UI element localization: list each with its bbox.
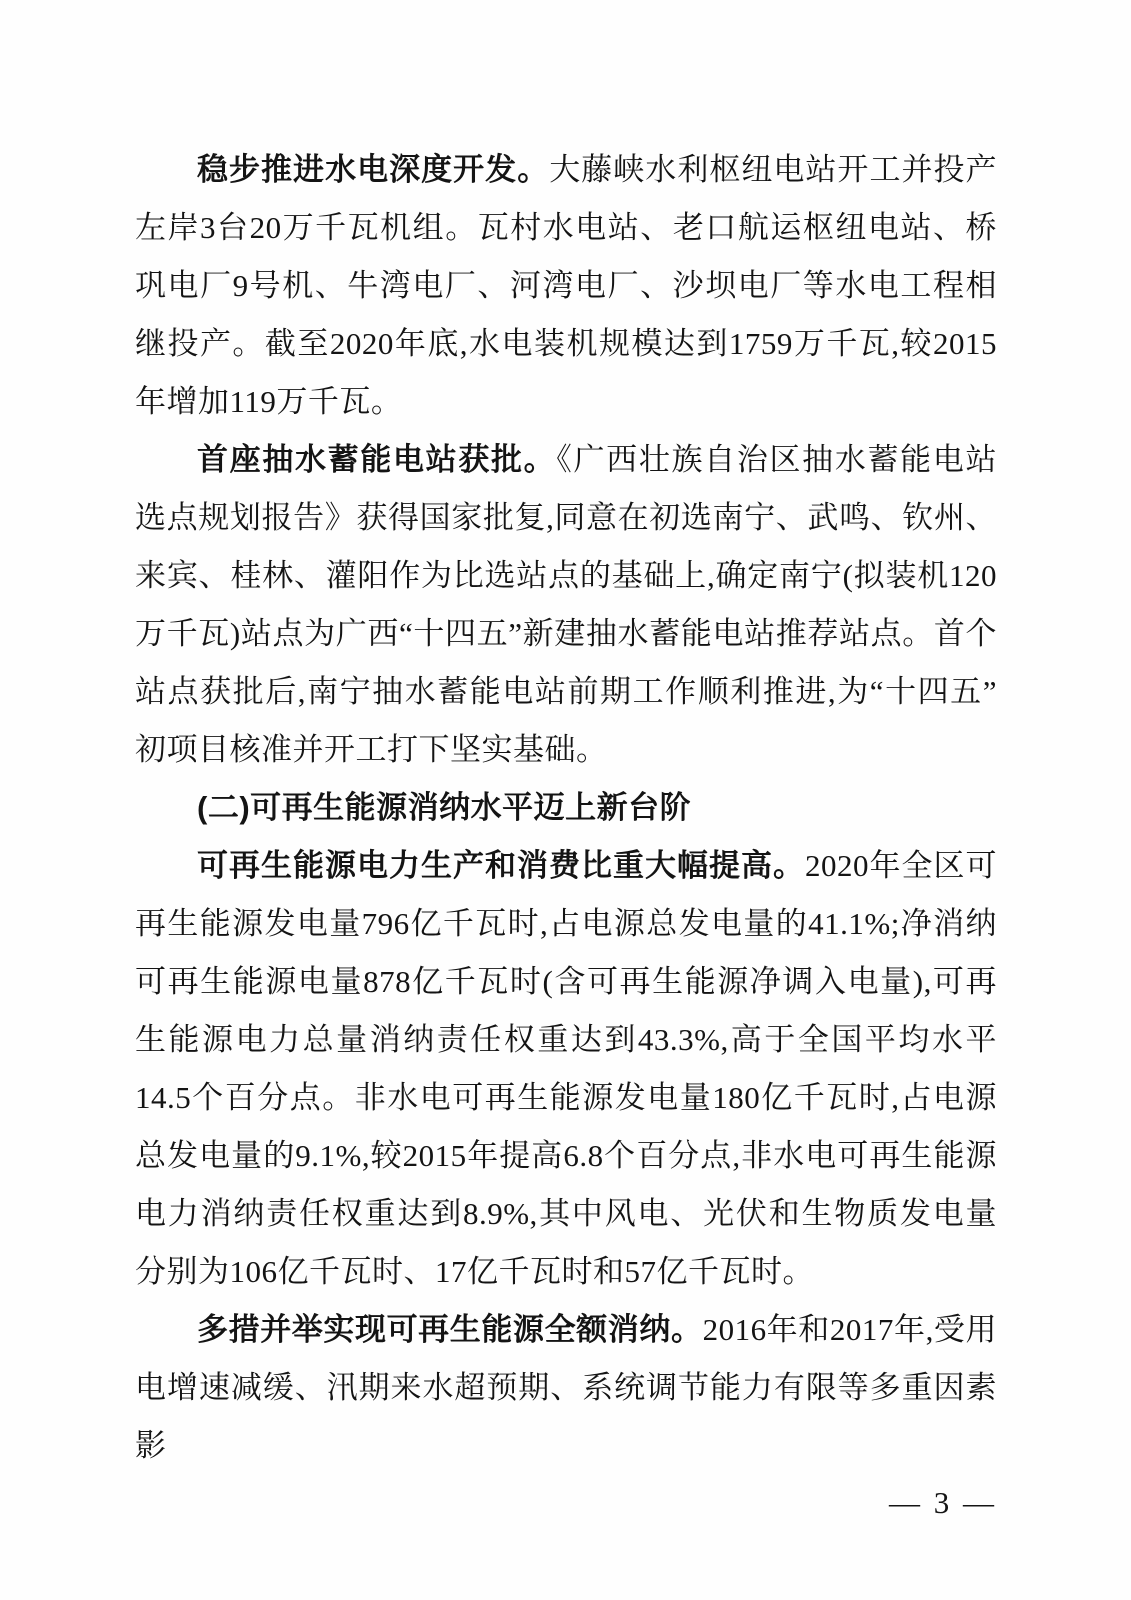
paragraph-body-text: 《广西壮族自治区抽水蓄能电站选点规划报告》获得国家批复,同意在初选南宁、武鸣、钦州、来宾、桂林、灌阳作为比选站点的基础上,确定南宁(拟装机120万千瓦)站点为广西“十四五”新建抽水蓄能电站推荐站点。首个站点获批后,南宁抽水蓄能电站前期工作顺利推进,为“十四五”初项目核准并开工打下坚实基础。 [135, 442, 998, 767]
paragraph-lead-bold: 首座抽水蓄能电站获批。 [197, 442, 557, 477]
paragraph-lead-bold: 可再生能源电力生产和消费比重大幅提高。 [197, 848, 805, 883]
paragraph-pumped-storage [135, 431, 997, 779]
page-number: — 3 — [889, 1485, 997, 1520]
paragraph-renewable-share [135, 837, 997, 1301]
paragraph-body-text: 大藤峡水利枢纽电站开工并投产左岸3台20万千瓦机组。瓦村水电站、老口航运枢纽电站、桥巩电厂9号机、牛湾电厂、河湾电厂、沙坝电厂等水电工程相继投产。截至2020年底,水电装机规模达到1759万千瓦,较2015年增加119万千瓦。 [135, 152, 998, 419]
section-heading-text: (二)可再生能源消纳水平迈上新台阶 [197, 790, 692, 825]
paragraph-hydropower-development [135, 141, 997, 431]
section-heading-renewable-consumption [135, 779, 997, 837]
paragraph-full-consumption [135, 1301, 997, 1475]
paragraph-lead-bold: 多措并举实现可再生能源全额消纳。 [197, 1312, 703, 1347]
paragraph-body-text: 2016年和2017年,受用电增速减缓、汛期来水超预期、系统调节能力有限等多重因素影 [135, 1312, 998, 1463]
paragraph-body-text: 2020年全区可再生能源发电量796亿千瓦时,占电源总发电量的41.1%;净消纳可再生能源电量878亿千瓦时(含可再生能源净调入电量),可再生能源电力总量消纳责任权重达到43.3%,高于全国平均水平14.5个百分点。非水电可再生能源发电量180亿千瓦时,占电源总发电量的9.1%,较2015年提高6.8个百分点,非水电可再生能源电力消纳责任权重达到8.9%,其中风电、光伏和生物质发电量分别为106亿千瓦时、17亿千瓦时和57亿千瓦时。 [135, 848, 997, 1289]
paragraph-lead-bold: 稳步推进水电深度开发。 [197, 152, 550, 187]
document-body [135, 141, 997, 1475]
